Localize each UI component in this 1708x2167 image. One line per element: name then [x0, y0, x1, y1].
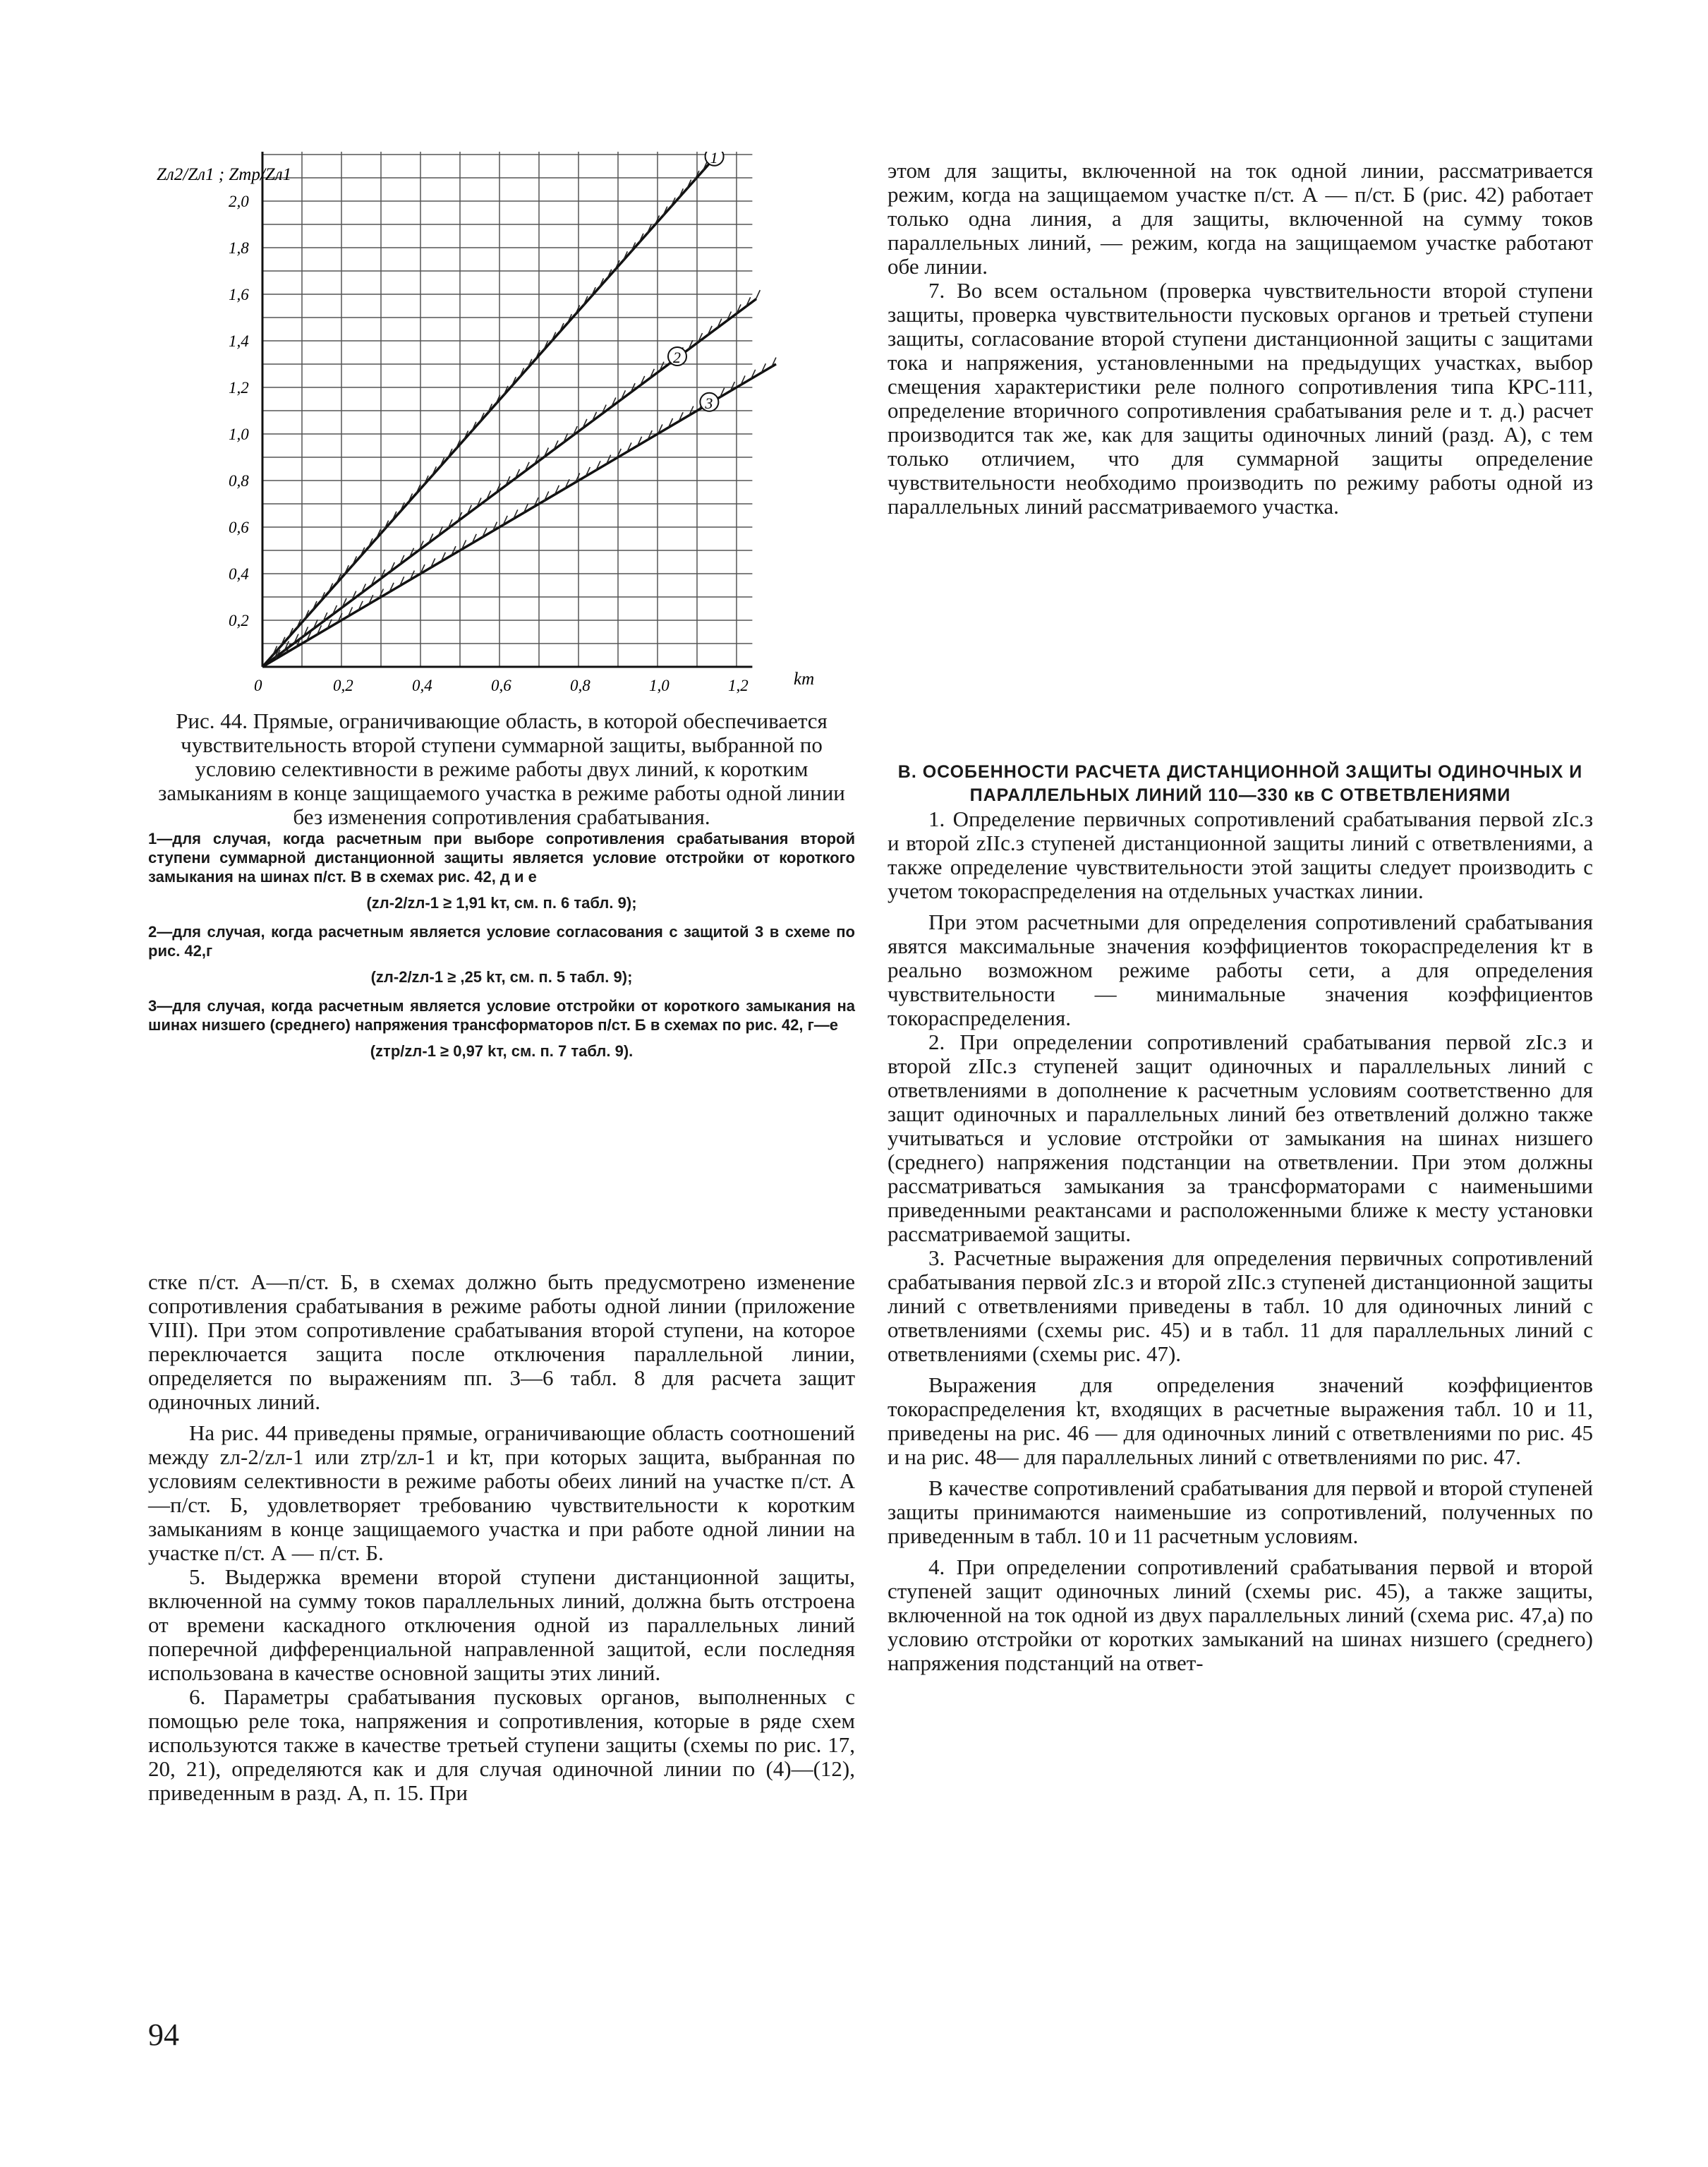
y-tick-label: 1,6 — [229, 286, 249, 303]
legend-item-3 — [148, 996, 855, 1061]
chart-ticks — [229, 193, 749, 694]
series-label-text: 1 — [710, 152, 718, 167]
paragraph: 6. Параметры срабатывания пусковых органов, выполненных с помощью реле тока, напряжения и сопротивления, которые в ряде схем используются также в качестве третьей ступени защиты (схемы по рис. 17, 20, 21), определяются как и для случая одиночной линии по (4)—(12), приведенным в разд. А, п. 15. При — [148, 1684, 855, 1805]
paragraph: 3. Расчетные выражения для определения первичных сопротивлений срабатывания первой zIс.з и второй zIIс.з ступеней дистанционной защиты линий с ответвлениями приведены в табл. 10 для одиночных линий с ответвлениями (схемы рис. 45) и в табл. 11 для параллельных линий с ответвлениями (схемы рис. 47). — [888, 1245, 1593, 1366]
paragraph: 7. Во всем остальном (проверка чувствительности второй ступени защиты, проверка чувствительности пусковых органов и третьей ступени защиты, согласование второй ступени дистанционной защиты с защитами тока и напряжения, установленными на предыдущих участках, выбор смещения характеристики реле полного сопротивления типа КРС-111, определение вторичного сопротивления срабатывания реле и т. д.) расчет производится так же, как для защиты одиночных линий (разд. А), с тем только отличием, что для суммарной защиты определение чувствительности необходимо производить по режиму работы одной из параллельных линий рассматриваемого участка. — [888, 278, 1593, 519]
legend-item-1-text: 1—для случая, когда расчетным при выборе сопротивления срабатывания второй ступени суммарной дистанционной защиты является условие отстройки от короткого замыкания на шинах п/ст. В в схемах рис. 42, д и е — [148, 830, 855, 886]
right-column-section — [888, 761, 1593, 1675]
series-label-text: 3 — [705, 394, 713, 412]
paragraph: этом для защиты, включенной на ток одной линии, рассматривается режим, когда на защищаемом участке п/ст. А — п/ст. Б (рис. 42) работает только одна линия, а для защиты, включенной на сумму токов параллельных линий, — режим, когда на защищаемом участке работают обе линии. — [888, 158, 1593, 279]
y-tick-label: 1,0 — [229, 425, 249, 443]
chart-grid — [262, 152, 752, 667]
y-tick-label: 1,2 — [229, 379, 249, 397]
x-tick-label: 0,6 — [491, 677, 511, 694]
y-tick-label: 0,2 — [229, 612, 249, 629]
y-tick-label: 0,4 — [229, 565, 249, 583]
paragraph: 1. Определение первичных сопротивлений срабатывания первой zIс.з и второй zIIс.з ступеней дистанционной защиты линий с ответвлениями, а также определение чувствительности этой защиты следует производить с учетом токораспределения на отдельных участках линии. — [888, 807, 1593, 903]
page-number: 94 — [148, 2017, 179, 2052]
x-tick-label: 1,2 — [728, 677, 749, 694]
paragraph: 5. Выдержка времени второй ступени дистанционной защиты, включенной на сумму токов параллельных линий, должна быть отстроена от времени каскадного отключения одной из параллельных линий поперечной дифференциальной направленной защитой, если последняя использована в качестве основной защиты этих линий. — [148, 1564, 855, 1685]
y-tick-label: 1,4 — [229, 332, 249, 350]
paragraph: Выражения для определения значений коэффициентов токораспределения kт, входящих в расчетные выражения табл. 10 и 11, приведены на рис. 46 — для одиночных линий с ответвлениями по рис. 45 и на рис. 48— для параллельных линий с ответвлениями по рис. 47. — [888, 1372, 1593, 1469]
y-tick-label: 0,8 — [229, 472, 249, 490]
caption-title: Рис. 44. Прямые, ограничивающие область, в которой обеспечивается чувствительность второй ступени суммарной защиты, выбранной по условию селективности в режиме работы двух линий, к коротким замыканиям в конце защищаемого участка в режиме работы одной линии без изменения сопротивления срабатывания. — [158, 708, 845, 829]
paragraph: На рис. 44 приведены прямые, ограничивающие область соотношений между zл-2/zл-1 или zтр/zл-1 и kт, при которых защита, выбранная по условиям селективности в режиме работы обеих линий на участке п/ст. А—п/ст. Б, удовлетворяет требованию чувствительности к коротким замыканиям в конце защищаемого участка и при работе одной линии на участке п/ст. А — п/ст. Б. — [148, 1420, 855, 1565]
right-column-top-text — [888, 159, 1593, 519]
legend-item-3-condition: (zтр/zл-1 ≥ 0,97 kт, см. п. 7 табл. 9). — [370, 1042, 634, 1060]
paragraph: 4. При определении сопротивлений срабатывания первой и второй ступеней защит одиночных линий (схемы рис. 45), а также защиты, включенной на ток одной из двух параллельных линий (схема рис. 47,а) по условию отстройки от коротких замыканий на шинах низшего (среднего) напряжения подстанций на ответ- — [888, 1555, 1593, 1675]
x-tick-label: 0,2 — [333, 677, 353, 694]
paragraph: 2. При определении сопротивлений срабатывания первой zIс.з и второй zIIс.з ступеней защит одиночных и параллельных линий с ответвлениями в дополнение к расчетным условиям соответственно для защит одиночных и параллельных линий без ответвлений должно также учитываться и условие отстройки от замыкания на шинах низшего (среднего) напряжения подстанции на ответвлении. При этом должны рассматриваться замыкания за трансформаторами с наименьшими приведенными реактансами и расположенными ближе к месту установки рассматриваемой защиты. — [888, 1030, 1593, 1246]
figure-44-chart — [141, 152, 847, 695]
series-label-text: 2 — [673, 349, 681, 367]
x-tick-label: 0 — [254, 677, 262, 694]
paragraph: При этом расчетными для определения сопротивлений срабатывания явятся максимальные значения коэффициентов токораспределения kт в реально возможном режиме работы сети, а для определения чувствительности — минимальные значения коэффициентов токораспределения. — [888, 910, 1593, 1030]
legend-item-1 — [148, 829, 855, 912]
y-axis-label: Zл2/Zл1 ; Zтр/Zл1 — [157, 165, 292, 184]
chart-axes — [262, 152, 752, 667]
x-tick-label: 0,4 — [412, 677, 432, 694]
chart-series — [262, 152, 776, 667]
legend-item-2-condition: (zл-2/zл-1 ≥ ,25 kт, см. п. 5 табл. 9); — [370, 968, 633, 986]
paragraph: В качестве сопротивлений срабатывания для первой и второй ступеней защиты принимаются наименьшие из сопротивлений, полученных по приведенным в табл. 10 и 11 расчетным условиям. — [888, 1475, 1593, 1548]
section-title: В. ОСОБЕННОСТИ РАСЧЕТА ДИСТАНЦИОННОЙ ЗАЩИТЫ ОДИНОЧНЫХ И ПАРАЛЛЕЛЬНЫХ ЛИНИЙ 110—330 кв С ОТВЕТВЛЕНИЯМИ — [897, 762, 1583, 805]
y-tick-label: 0,6 — [229, 519, 249, 536]
legend-item-1-condition: (zл-2/zл-1 ≥ 1,91 kт, см. п. 6 табл. 9); — [366, 894, 637, 912]
paragraph: стке п/ст. А—п/ст. Б, в схемах должно быть предусмотрено изменение сопротивления срабатывания в режиме работы одной линии (приложение VIII). При этом сопротивление срабатывания второй ступени, на которое переключается защита после отключения параллельной линии, определяется по выражениям пп. 3—6 табл. 8 для расчета защит одиночных линий. — [148, 1269, 855, 1414]
x-axis-label: kт — [794, 670, 815, 689]
series-hatch-2 — [756, 290, 760, 299]
legend-item-2 — [148, 922, 855, 986]
legend-item-3-text: 3—для случая, когда расчетным является условие отстройки от короткого замыкания на шинах низшего (среднего) напряжения трансформаторов п/ст. Б в схемах по рис. 42, г—е — [148, 997, 855, 1034]
figure-caption — [148, 709, 855, 1070]
series-line-3 — [262, 364, 776, 667]
y-tick-label: 1,8 — [229, 239, 249, 257]
left-column-text — [148, 1270, 855, 1805]
series-line-1 — [262, 152, 749, 667]
legend-item-2-text: 2—для случая, когда расчетным является условие согласования с защитой 3 в схеме по рис. 42,г — [148, 923, 855, 960]
y-tick-label: 2,0 — [229, 193, 249, 210]
x-tick-label: 1,0 — [649, 677, 670, 694]
x-tick-label: 0,8 — [570, 677, 590, 694]
